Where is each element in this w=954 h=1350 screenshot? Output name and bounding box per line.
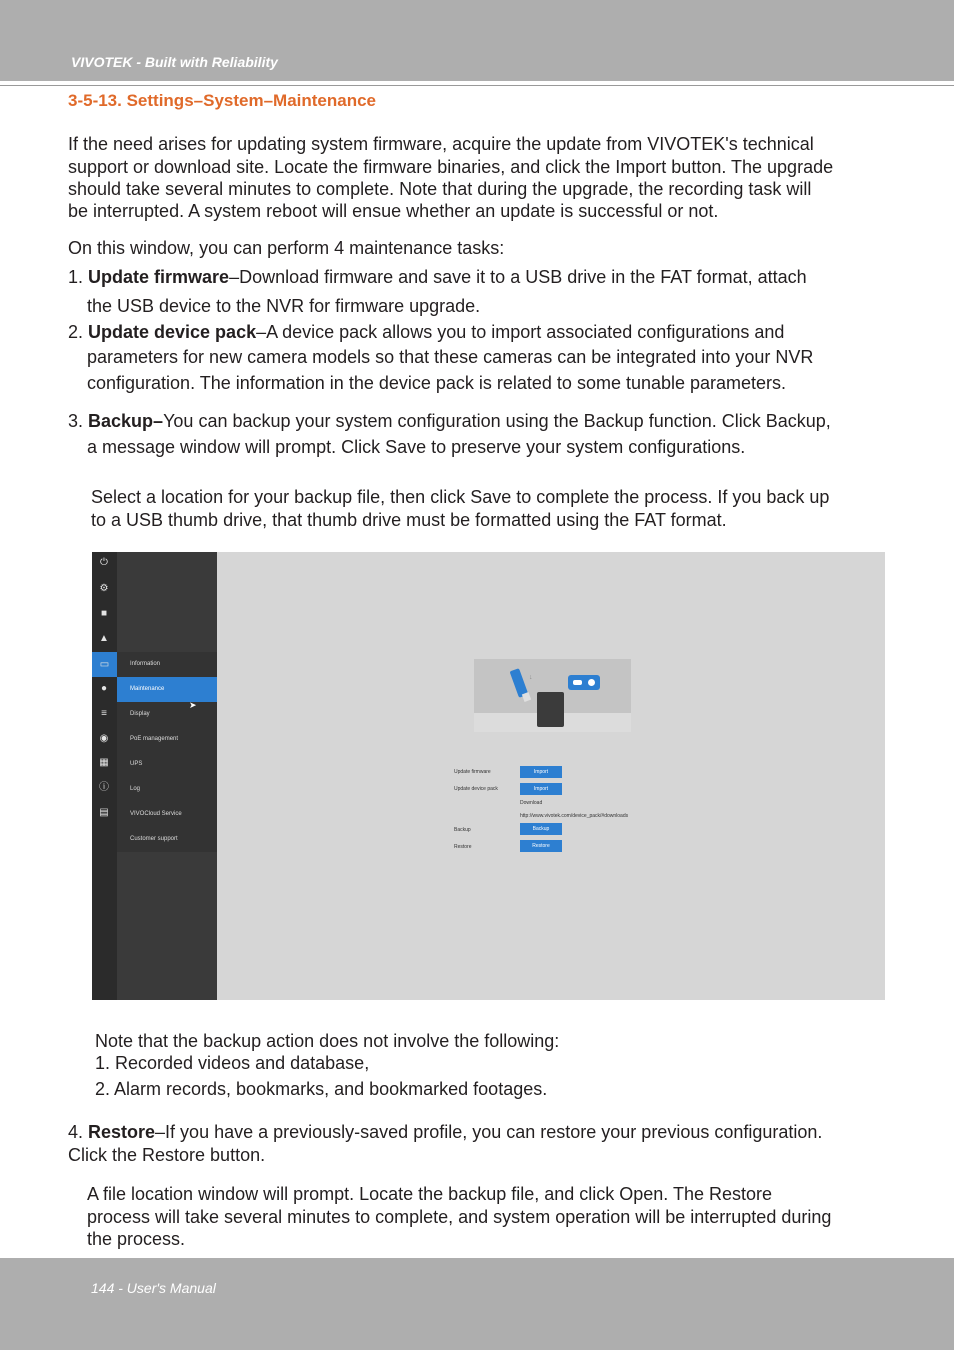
restore-note-line-2: process will take several minutes to complete, and system operation will be interrupted during — [87, 1207, 832, 1227]
restore-button[interactable]: Restore — [520, 840, 562, 852]
mouse-cursor-icon: ➤ — [189, 700, 197, 710]
intro-line-3: should take several minutes to complete. Note that during the upgrade, the recording task will — [68, 179, 812, 199]
task-4-line-2: Click the Restore button. — [68, 1145, 266, 1165]
page-number: 144 - User's Manual — [91, 1280, 216, 1296]
menu-item-maintenance[interactable]: Maintenance — [117, 677, 217, 702]
grid-icon[interactable]: ▦ — [99, 757, 109, 768]
monitor-icon[interactable]: ▭ — [92, 652, 117, 677]
menu-item-customer-support[interactable]: Customer support — [117, 827, 217, 852]
section-title: 3-5-13. Settings–System–Maintenance — [68, 91, 377, 110]
cloud-symbol-icon — [573, 680, 582, 685]
menu-list — [117, 652, 217, 852]
power-icon[interactable]: ⏻ — [100, 557, 108, 568]
menu-item-display[interactable]: Display — [117, 702, 217, 727]
task-2: 2. Update device pack–A device pack allows you to import associated configurations and — [68, 322, 785, 342]
brand-tagline: VIVOTEK - Built with Reliability — [71, 54, 278, 70]
settings-menu — [117, 552, 217, 1000]
intro-line-4: be interrupted. A system reboot will ensue whether an update is successful or not. — [68, 201, 719, 221]
info-icon[interactable]: ⓘ — [99, 782, 109, 793]
bell-icon[interactable]: ▲ — [99, 633, 109, 644]
menu-item-vivocloud-service[interactable]: VIVOCloud Service — [117, 802, 217, 827]
import-firmware-button[interactable]: Import — [520, 766, 562, 778]
icon-sidebar — [92, 552, 117, 1000]
update-device-pack-label: Update device pack — [454, 786, 498, 792]
briefcase-icon[interactable]: ▤ — [99, 807, 109, 818]
task-1-line-2: the USB device to the NVR for firmware upgrade. — [87, 296, 481, 316]
update-firmware-label: Update firmware — [454, 769, 491, 775]
backup-note-line-2: to a USB thumb drive, that thumb drive must be formatted using the FAT format. — [91, 510, 727, 530]
cloud-status-icon — [588, 679, 595, 686]
maintenance-screenshot — [92, 552, 885, 1000]
excluded-note-intro: Note that the backup action does not involve the following: — [95, 1031, 560, 1051]
database-icon[interactable]: ≡ — [101, 708, 107, 719]
intro-line-1: If the need arises for updating system firmware, acquire the update from VIVOTEK's technical — [68, 134, 814, 154]
task-3-line-2: a message window will prompt. Click Save to preserve your system configurations. — [87, 437, 746, 457]
menu-item-poe-management[interactable]: PoE management — [117, 727, 217, 752]
restore-label: Restore — [454, 844, 472, 850]
user-icon[interactable]: ● — [100, 683, 108, 694]
restore-note-line-3: the process. — [87, 1229, 186, 1249]
download-link[interactable]: http://www.vivotek.com/device_pack/#downloads — [520, 813, 629, 819]
camera-icon[interactable]: ■ — [100, 608, 108, 619]
backup-button[interactable]: Backup — [520, 823, 562, 835]
restore-note-line-1: A file location window will prompt. Locate the backup file, and click Open. The Restore — [87, 1184, 773, 1204]
menu-item-information[interactable]: Information — [117, 652, 217, 677]
download-arrow-icon: ↓ — [529, 674, 533, 681]
header-divider-secondary — [0, 85, 954, 86]
menu-item-ups[interactable]: UPS — [117, 752, 217, 777]
task-2-line-2: parameters for new camera models so that these cameras can be integrated into your NVR — [87, 347, 814, 367]
task-1: 1. Update firmware–Download firmware and save it to a USB drive in the FAT format, attach — [68, 267, 807, 287]
task-4: 4. Restore–If you have a previously-saved profile, you can restore your previous configuration. — [68, 1122, 823, 1142]
tasks-intro: On this window, you can perform 4 maintenance tasks: — [68, 238, 505, 258]
globe-icon[interactable]: ◉ — [99, 733, 109, 744]
page-footer — [0, 1258, 954, 1350]
intro-line-2: support or download site. Locate the firmware binaries, and click the Import button. The upgrade — [68, 157, 834, 177]
download-label: Download — [520, 800, 543, 806]
task-3: 3. Backup–You can backup your system configuration using the Backup function. Click Backup, — [68, 411, 831, 431]
gear-icon[interactable]: ⚙ — [99, 583, 109, 594]
header-divider — [0, 81, 954, 82]
excluded-item-2: 2. Alarm records, bookmarks, and bookmarked footages. — [95, 1079, 548, 1099]
backup-note-line-1: Select a location for your backup file, then click Save to complete the process. If you back up — [91, 487, 830, 507]
task-2-line-3: configuration. The information in the device pack is related to some tunable parameters. — [87, 373, 787, 393]
backup-label: Backup — [454, 827, 471, 833]
excluded-item-1: 1. Recorded videos and database, — [95, 1053, 370, 1073]
menu-item-log[interactable]: Log — [117, 777, 217, 802]
import-device-pack-button[interactable]: Import — [520, 783, 562, 795]
nvr-device-icon — [537, 692, 564, 727]
